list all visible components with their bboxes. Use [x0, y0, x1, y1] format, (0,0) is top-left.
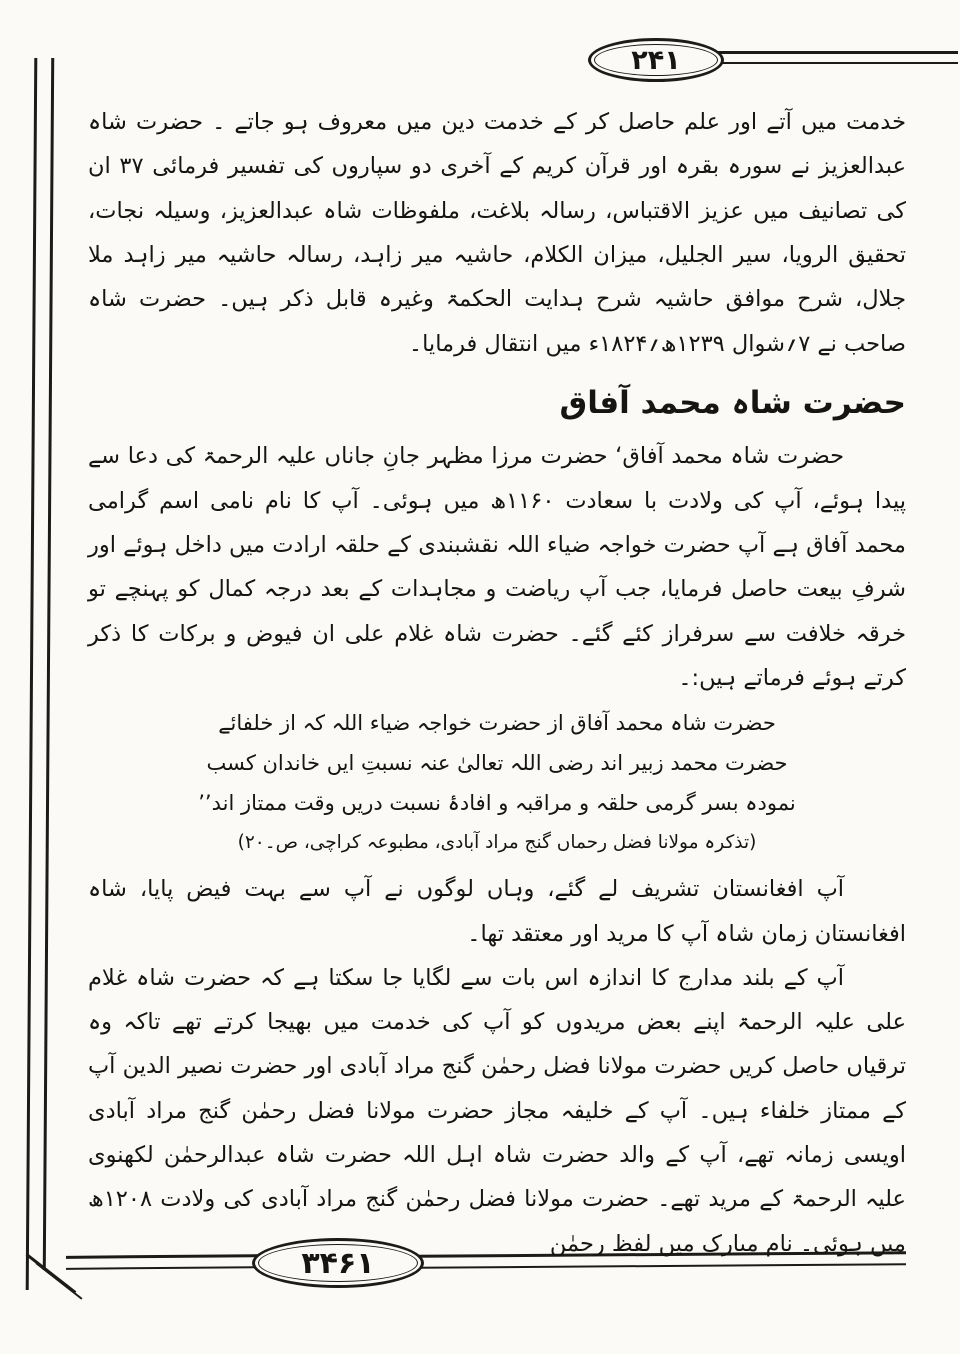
frame-bottom-rule-left-lower — [66, 1266, 258, 1270]
quote-citation: (تذکرہ مولانا فضل رحماں گنج مراد آبادی، مطبوعہ کراچی، ص۔۲۰) — [237, 831, 757, 853]
page-number-top: ۲۴۱ — [631, 44, 681, 76]
frame-left-line-outer — [26, 58, 38, 1290]
paragraph-disciples: آپ کے بلند مدارج کا اندازہ اس بات سے لگایا جا سکتا ہے کہ حضرت شاہ غلام علی علیہ الرحمۃ اپنے بعض مریدوں کو آپ کی خدمت میں بھیجا کرتے تھے تاکہ وہ ترقیاں حاصل کریں حضرت مولانا فضل رحمٰن گنج مراد آبادی اور حضرت نصیر الدین آپ کے ممتاز خلفاء ہیں۔ آپ کے خلیفہ مجاز حضرت مولانا فضل رحمٰن گنج مراد آبادی اویسی زمانہ تھے، آپ کے والد حضرت شاہ اہل اللہ حضرت شاہ عبدالرحمٰن لکھنوی علیہ الرحمۃ کے مرید تھے۔ حضرت مولانا فضل رحمٰن گنج مراد آبادی کی ولادت ۱۲۰۸ھ میں ہوئی۔ نام مبارک میں لفظ رحمٰن — [88, 964, 906, 1257]
frame-top-rule-lower — [716, 62, 958, 64]
paragraph-biography: حضرت شاہ محمد آفاق‘ حضرت مرزا مظہر جانِ جاناں علیہ الرحمۃ کی دعا سے پیدا ہوئے، آپ کی ولادت با سعادت ۱۱۶۰ھ میں ہوئی۔ آپ کا نام نامی اسم گرامی محمد آفاق ہے آپ حضرت خواجہ ضیاء اللہ نقشبندی کے حلقہ ارادت میں داخل ہوئے اور شرفِ بیعت حاصل فرمایا، جب آپ ریاضت و مجاہدات کے بعد درجہ کمال کو پہنچے تو خرقہ خلافت سے سرفراز کئے گئے۔ حضرت شاہ غلام علی ان فیوض و برکات کا ذکر کرتے ہوئے فرماتے ہیں:۔ — [88, 443, 906, 691]
section-heading: حضرت شاہ محمد آفاق — [559, 384, 906, 421]
page-content — [88, 100, 906, 1266]
frame-top-rule-upper — [716, 51, 958, 54]
frame-left-line-inner — [43, 58, 54, 1270]
page-number-cartouche-top — [588, 38, 724, 82]
paragraph-afghanistan: آپ افغانستان تشریف لے گئے، وہاں لوگوں نے آپ سے بہت فیض پایا، شاہ افغانستان زمان شاہ آپ کا مرید اور معتقد تھا۔ — [88, 876, 906, 947]
quote-block: حضرت شاہ محمد آفاق از حضرت خواجہ ضیاء اللہ کہ از خلفائے حضرت محمد زبیر اند رضی اللہ تعالیٰ عنہ نسبتِ ایں خاندان کسب نمودہ بسر گرمی حلقہ و مراقبہ و افادۂ نسبت دریں وقت ممتاز اند’’ — [198, 711, 796, 816]
page-number-cartouche-bottom — [252, 1238, 424, 1288]
page-number-bottom: ۳۴۶۱ — [301, 1245, 375, 1281]
paragraph-continuation: خدمت میں آتے اور علم حاصل کر کے خدمت دین میں معروف ہو جاتے ۔ حضرت شاہ عبدالعزیز نے سورہ بقرہ اور قرآن کریم کے آخری دو سپاروں کی تفسیر فرمائی ۳۷ ان کی تصانیف میں عزیز الاقتباس، رسالہ بلاغت، ملفوظات شاہ عبدالعزیز، وسیلہ نجات، تحقیق الرویا، سیر الجلیل، میزان الکلام، حاشیہ میر زاہد، رسالہ حاشیہ میر زاہد ملا جلال، شرح موافق حاشیہ شرح ہدایت الحکمۃ وغیرہ قابل ذکر ہیں۔ حضرت شاہ صاحب نے ۷؍شوال ۱۲۳۹ھ؍۱۸۲۴ء میں انتقال فرمایا۔ — [88, 109, 906, 357]
